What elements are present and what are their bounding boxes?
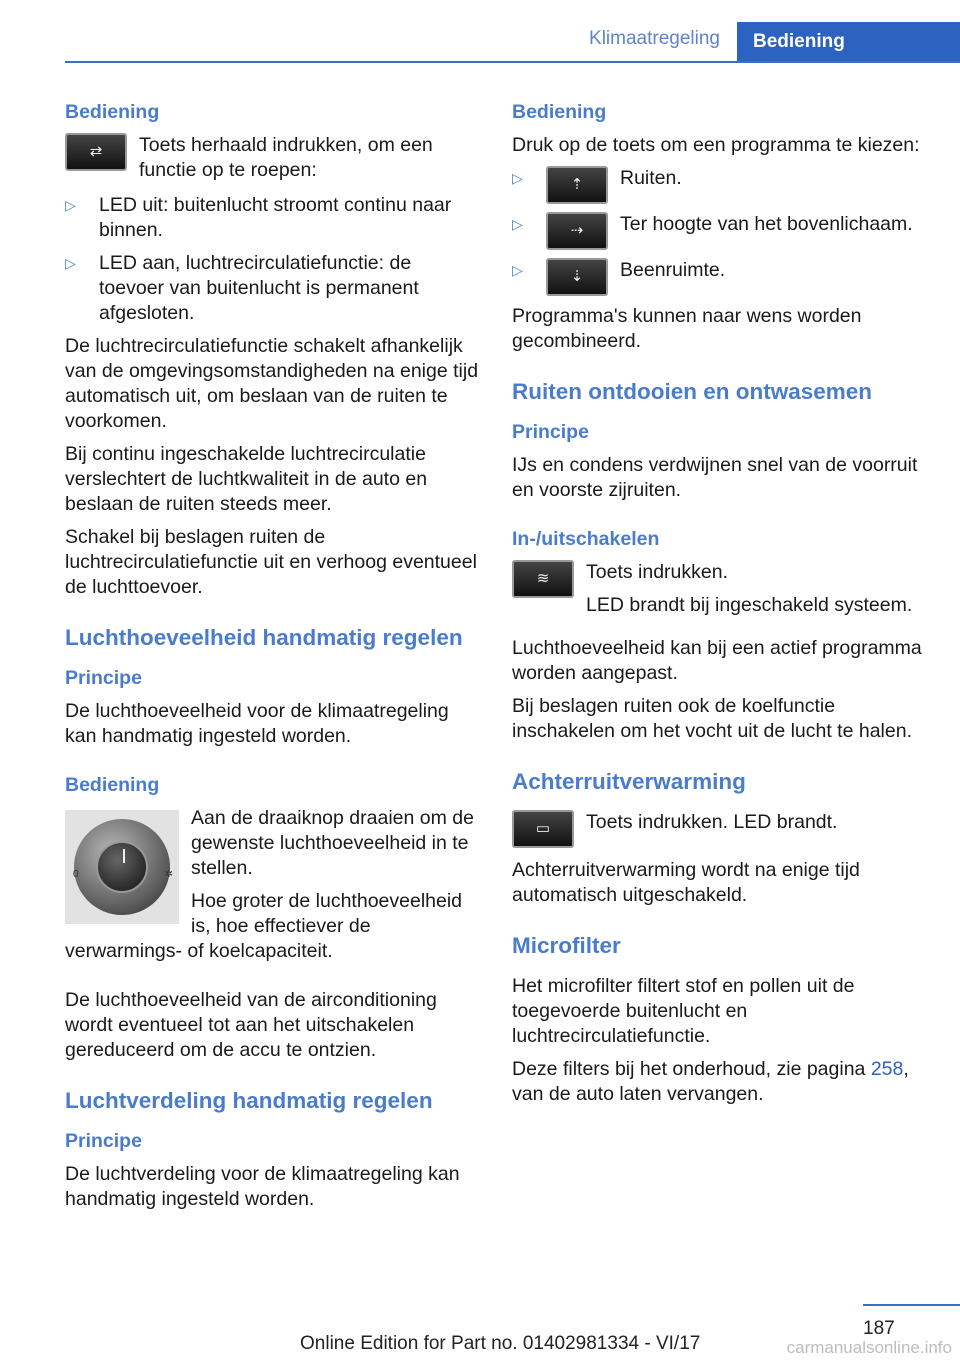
principe-heading: Principe <box>512 421 589 443</box>
paragraph: De luchtverdeling voor de klimaatregeling kan handmatig ingesteld worden. <box>65 1163 460 1210</box>
recirculation-row <box>65 133 481 183</box>
principe-heading: Principe <box>65 667 142 689</box>
paragraph: Programma's kunnen naar wens worden gecombineerd. <box>512 305 862 352</box>
page-number: 187 <box>863 1318 895 1339</box>
paragraph: Toets indrukken. <box>586 561 728 583</box>
paragraph: Achterruitverwarming wordt na enige tijd automatisch uitgeschakeld. <box>512 859 860 906</box>
paragraph: Aan de draaiknop draaien om de gewenste luchthoeveelheid in te stellen. <box>191 807 474 879</box>
rear-defrost-row <box>512 810 932 848</box>
paragraph: De luchthoeveelheid van de airconditioning wordt eventueel tot aan het uitschakelen gereduceerd om de accu te ontzien. <box>65 989 437 1061</box>
fan-icon: ✲ <box>164 869 173 880</box>
bullet-triangle-icon: ▷ <box>512 170 523 186</box>
section-title: Luchtverdeling handmatig regelen <box>65 1088 433 1113</box>
text: Deze filters bij het onderhoud, zie pagina <box>512 1058 866 1080</box>
paragraph: Luchthoeveelheid kan bij een actief programma worden aangepast. <box>512 637 922 684</box>
right-column <box>512 100 932 1115</box>
paragraph: Hoe groter de luchthoeveelheid is, hoe effectiever de verwarmings- of koelcapaciteit. <box>65 890 463 962</box>
paragraph: Bij continu ingeschakelde luchtrecirculatie verslechtert de luchtkwaliteit in de auto en beslaan de ruiten steeds meer. <box>65 443 428 515</box>
bullet-triangle-icon: ▷ <box>512 216 523 232</box>
bullet-triangle-icon: ▷ <box>65 255 76 271</box>
program-item <box>512 258 932 296</box>
bediening-text: Toets herhaald indrukken, om een functie op te roepen: <box>139 134 433 181</box>
recirculation-button-icon: ⇄ <box>65 133 127 171</box>
paragraph <box>512 1057 932 1107</box>
text: , van de auto laten vervangen. <box>512 1058 909 1105</box>
knob-zero-label: 0 <box>73 869 79 880</box>
program-item <box>512 166 932 204</box>
windshield-program-icon: ⇡ <box>546 166 608 204</box>
paragraph: Schakel bij beslagen ruiten de luchtrecirculatiefunctie uit en verhoog eventueel de luchttoevoer. <box>65 526 477 598</box>
bediening-heading: Bediening <box>512 101 607 123</box>
led-item-text: LED uit: buitenlucht stroomt continu naar binnen. <box>99 194 452 241</box>
section-title: Luchthoeveelheid handmatig regelen <box>65 625 463 650</box>
program-item <box>512 212 932 250</box>
rear-window-heating-icon: ▭ <box>512 810 574 848</box>
footer-rule <box>863 1304 960 1306</box>
led-item-text: LED aan, luchtrecirculatiefunctie: de toevoer van buitenlucht is permanent afgesloten. <box>99 252 419 324</box>
section-title: Achterruitverwarming <box>512 769 746 794</box>
led-item <box>65 251 481 326</box>
bullet-triangle-icon: ▷ <box>512 262 523 278</box>
paragraph: Toets indrukken. LED brandt. <box>586 811 838 833</box>
defrost-button-icon: ≋ <box>512 560 574 598</box>
left-column <box>65 100 481 1220</box>
header-section-tab[interactable]: Klimaatregeling <box>589 28 720 49</box>
section-title: Microfilter <box>512 933 621 958</box>
bullet-triangle-icon: ▷ <box>65 197 76 213</box>
program-label: Beenruimte. <box>620 259 726 281</box>
watermark: carmanualsonline.info <box>786 1338 952 1357</box>
paragraph: De luchtrecirculatiefunctie schakelt afhankelijk van de omgevingsomstandigheden na enige tijd automatisch uit, om beslaan van de ruiten te voorkomen. <box>65 335 479 432</box>
principe-heading: Principe <box>65 1130 142 1152</box>
paragraph: Het microfilter filtert stof en pollen uit de toegevoerde buitenlucht en luchtrecirculatiefunctie. <box>512 975 855 1047</box>
header-active-tab[interactable]: Bediening <box>737 22 960 61</box>
switch-heading: In-/uitschakelen <box>512 528 660 550</box>
edition-text: Online Edition for Part no. 01402981334 - VI/17 <box>300 1333 701 1354</box>
paragraph: Bij beslagen ruiten ook de koelfunctie inschakelen om het vocht uit de lucht te halen. <box>512 695 912 742</box>
air-volume-knob-image <box>65 810 179 924</box>
page-link[interactable]: 258 <box>870 1058 904 1080</box>
footwell-program-icon: ⇣ <box>546 258 608 296</box>
program-label: Ruiten. <box>620 167 682 189</box>
defrost-row <box>512 560 932 626</box>
paragraph: LED brandt bij ingeschakeld systeem. <box>586 594 913 616</box>
bediening-heading: Bediening <box>65 101 160 123</box>
paragraph: De luchthoeveelheid voor de klimaatregeling kan handmatig ingesteld worden. <box>65 700 449 747</box>
led-item <box>65 193 481 243</box>
paragraph: IJs en condens verdwijnen snel van de voorruit en voorste zijruiten. <box>512 454 918 501</box>
header-rule <box>65 61 960 63</box>
bediening-heading: Bediening <box>65 774 160 796</box>
section-title: Ruiten ontdooien en ontwasemen <box>512 379 873 404</box>
program-label: Ter hoogte van het bovenlichaam. <box>620 213 913 235</box>
upper-body-program-icon: ⇢ <box>546 212 608 250</box>
paragraph: Druk op de toets om een programma te kiezen: <box>512 134 920 156</box>
